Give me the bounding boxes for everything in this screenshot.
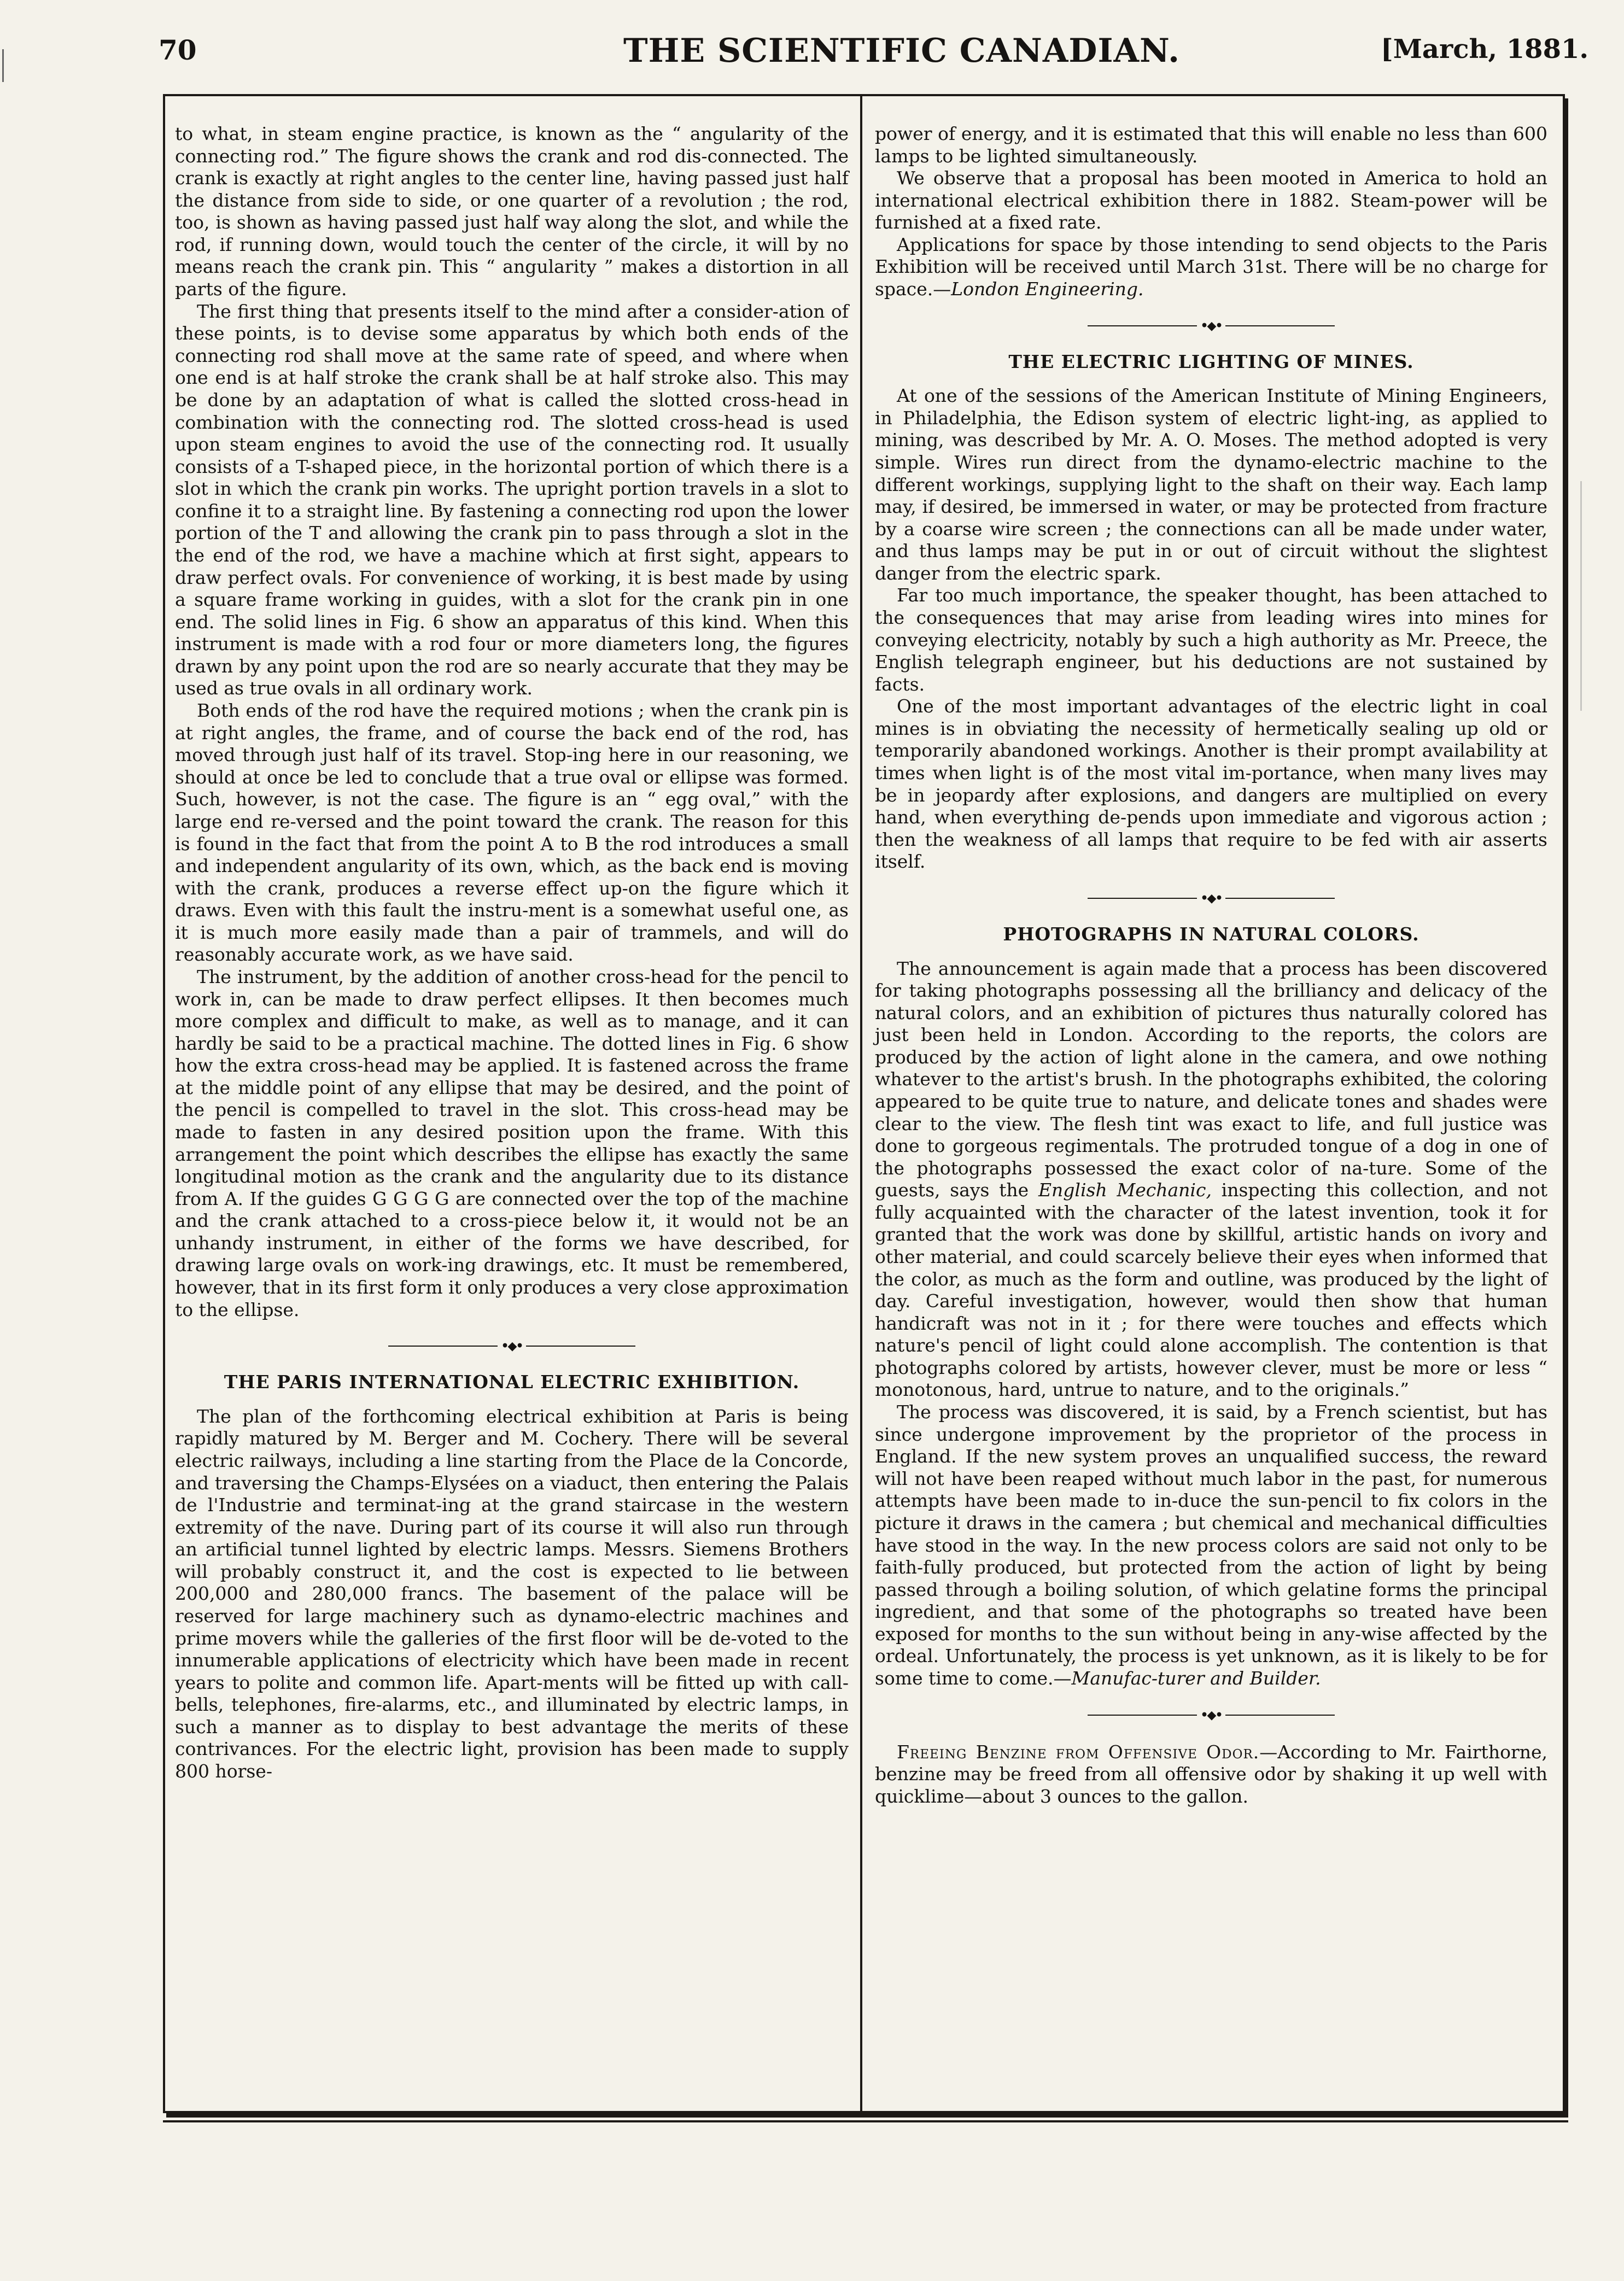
right-column xyxy=(875,123,1547,1808)
article-title-photographs-natural-colors: PHOTOGRAPHS IN NATURAL COLORS. xyxy=(1003,923,1419,945)
paragraph: Far too much importance, the speaker thought, has been attached to the consequences that may arise from leading wires into mines for conveying electricity, notably by such a high authority as Mr. Preece, the English telegraph engineer, but his deductions are not sustained by facts. xyxy=(875,584,1547,695)
article-title-electric-lighting-mines: THE ELECTRIC LIGHTING OF MINES. xyxy=(1008,350,1414,372)
article-title-paris-exhibition: THE PARIS INTERNATIONAL ELECTRIC EXHIBITION. xyxy=(224,1371,800,1393)
paragraph: At one of the sessions of the American Institute of Mining Engineers, in Philadelphia, the Edison system of electric light-ing, as applied to mining, was described by Mr. A. O. Moses. The method adopted is very simple. Wires run direct from the dynamo-electric machine to the different workings, supplying light to the shaft on their way. Each lamp may, if desired, be immersed in water, or may be protected from fracture by a coarse wire screen ; the connections can all be made under water, and thus lamps may be put in or out of circuit without the slightest danger from the electric spark. xyxy=(875,385,1547,584)
paragraph: One of the most important advantages of the electric light in coal mines is in obviating the necessity of hermetically sealing up old or temporarily abandoned workings. Another is their prompt availability at times when light is of the most vital im-portance, when many lives may be in jeopardy after explosions, and dangers are multiplied on every hand, when everything de-pends upon immediate and vigorous action ; then the weakness of all lamps that require to be fed with air asserts itself. xyxy=(875,695,1547,873)
page-number: 70 xyxy=(159,34,197,66)
section-divider: •◆• xyxy=(875,318,1547,332)
page-header xyxy=(0,22,1624,77)
section-divider: •◆• xyxy=(175,1338,849,1353)
paragraph-text: inspecting this collection, and not fully acquainted with the character of the latest invention, took it for granted that the work was done by skillful, artistic hands on ivory and other material, and could scarcely believe their eyes when informed that the color, as much as the form and outline, was produced by the light of day. Careful investigation, however, would then show that human handicraft was not in it ; for there were touches and effects which nature's pencil of light could alone accomplish. The contention is that photographs colored by artists, however clever, must be more or less “ monotonous, hard, untrue to nature, and to the originals.” xyxy=(875,1179,1547,1401)
paragraph: to what, in steam engine practice, is known as the “ angularity of the connecting rod.” The figure shows the crank and rod dis-connected. The crank is exactly at right angles to the center line, having passed just half the distance from side to side, or one quarter of a revolution ; the rod, too, is shown as having passed just half way along the slot, and while the rod, if running down, would touch the center of the circle, it will by no means reach the crank pin. This “ angularity ” makes a distortion in all parts of the figure. xyxy=(175,123,849,300)
column-divider xyxy=(860,96,862,2111)
paragraph: The first thing that presents itself to the mind after a consider-ation of these points, is to devise some apparatus by which both ends of the connecting rod shall move at the same rate of speed, and where when one end is at half stroke the crank shall be at half stroke also. This may be done by an adaptation of what is called the slotted cross-head in combination with the connecting rod. The slotted cross-head is used upon steam engines to avoid the use of the connecting rod. It usually consists of a T-shaped piece, in the horizontal portion of which there is a slot in which the crank pin works. The upright portion travels in a slot to confine it to a straight line. By fastening a connecting rod upon the lower portion of the T and allowing the crank pin to pass through a slot in the the end of the rod, we have a machine which at first sight, appears to draw perfect ovals. For convenience of working, it is best made by using a square frame working in guides, with a slot for the crank pin in one end. The solid lines in Fig. 6 show an apparatus of this kind. When this instrument is made with a rod four or more diameters long, the figures drawn by any point upon the rod are so nearly accurate that they may be used as true ovals in all ordinary work. xyxy=(175,300,849,699)
left-column xyxy=(175,123,849,1783)
paragraph: Both ends of the rod have the required motions ; when the crank pin is at right angles, the frame, and of course the back end of the rod, has moved through just half of its travel. Stop-ing here in our reasoning, we should at once be led to conclude that a true oval or ellipse was formed. Such, however, is not the case. The figure is an “ egg oval,” with the large end re-versed and the point toward the crank. The reason for this is found in the fact that from the point A to B the rod introduces a small and independent angularity of its own, which, as the back end is moving with the crank, produces a reverse effect up-on the figure which it draws. Even with this fault the instru-ment is a somewhat useful one, as it is much more easily made than a pair of trammels, and will do reasonably accurate work, as we have said. xyxy=(175,700,849,966)
paragraph-text: Applications for space by those intending to send objects to the Paris Exhibition will be received until March 31st. There will be no charge for space.— xyxy=(875,233,1547,300)
paragraph xyxy=(875,1741,1547,1808)
paragraph xyxy=(875,234,1547,301)
issue-date: [March, 1881. xyxy=(1381,34,1589,65)
scan-mark xyxy=(1580,481,1582,711)
paragraph: We observe that a proposal has been mooted in America to hold an international electrical exhibition there in 1882. Steam-power will be furnished at a fixed rate. xyxy=(875,167,1547,233)
source-citation: English Mechanic, xyxy=(1038,1179,1212,1201)
masthead-title: THE SCIENTIFIC CANADIAN. xyxy=(623,32,1180,70)
bottom-rule xyxy=(163,2120,1568,2122)
paragraph: power of energy, and it is estimated that this will enable no less than 600 lamps to be lighted simultaneously. xyxy=(875,123,1547,167)
paragraph-text: The announcement is again made that a process has been discovered for taking photographs possessing all the brilliancy and delicacy of the natural colors, and an exhibition of pictures thus naturally colored has just been held in London. According to the reports, the colors are produced by the action of light alone in the camera, and owe nothing whatever to the artist's brush. In the photographs exhibited, the coloring appeared to be quite true to nature, and delicate tones and shades were clear to the view. The flesh tint was exact to life, and full justice was done to gorgeous regimentals. The protruded tongue of a dog in one of the photographs possessed the exact color of na-ture. Some of the guests, says the xyxy=(875,957,1547,1201)
paragraph: The plan of the forthcoming electrical exhibition at Paris is being rapidly matured by M. Berger and M. Cochery. There will be several electric railways, including a line starting from the Place de la Concorde, and traversing the Champs-Elysées on a viaduct, then entering the Palais de l'Industrie and terminat-ing at the grand staircase in the western extremity of the nave. During part of its course it will also run through an artificial tunnel lighted by electric lamps. Messrs. Siemens Brothers will probably construct it, and the cost is expected to lie between 200,000 and 280,000 francs. The basement of the palace will be reserved for large machinery such as dynamo-electric machines and prime movers while the galleries of the first floor will be de-voted to the innumerable applications of electricity which have been made in recent years to polite and common life. Apart-ments will be fitted up with call-bells, telephones, fire-alarms, etc., and illuminated by electric lamps, in such a manner as to display to best advantage the merits of these contrivances. For the electric light, provision has been made to supply 800 horse- xyxy=(175,1405,849,1782)
section-divider: •◆• xyxy=(875,1707,1547,1722)
source-citation: Manufac-turer and Builder. xyxy=(1071,1668,1321,1689)
paragraph: The instrument, by the addition of another cross-head for the pencil to work in, can be made to draw perfect ellipses. It then becomes much more complex and difficult to make, as well as to manage, and it can hardly be said to be a practical machine. The dotted lines in Fig. 6 show how the extra cross-head may be applied. It is fastened across the frame at the middle point of any ellipse that may be desired, and the point of the pencil is compelled to travel in the slot. This cross-head may be made to fasten in any desired position upon the frame. With this arrangement the point which describes the ellipse has exactly the same longitudinal motion as the crank and the angularity due to its distance from A. If the guides G G G G are connected over the top of the machine and the crank attached to a cross-piece below it, it would not be an unhandy instrument, in either of the forms we have described, for drawing large ovals on work-ing drawings, etc. It must be remembered, however, that in its first form it only produces a very close approximation to the ellipse. xyxy=(175,966,849,1320)
paragraph-text: —According to Mr. Fairthorne, benzine may be freed from all offensive odor by shaking it up well with quicklime—about 3 ounces to the gallon. xyxy=(875,1741,1547,1807)
run-in-heading: Freeing Benzine from Offensive Odor. xyxy=(897,1741,1260,1763)
paragraph xyxy=(875,1401,1547,1690)
section-divider: •◆• xyxy=(875,891,1547,905)
source-citation: London Engineering. xyxy=(951,278,1144,300)
paragraph-text: The process was discovered, it is said, by a French scientist, but has since undergone improvement by the proprietor of the process in England. If the new system proves an unqualified success, the reward will not have been reaped without much labor in the past, for numerous attempts have been made to in-duce the sun-pencil to fix colors in the picture it draws in the camera ; but chemical and mechanical difficulties have stood in the way. In the new process colors are said not only to be faith-fully produced, but protected from the action of light by being passed through a boiling solution, of which gelatine forms the principal ingredient, and that some of the photographs so treated have been exposed for months to the sun without being in any-wise affected by the ordeal. Unfortunately, the process is yet unknown, as it is likely to be for some time to come.— xyxy=(875,1401,1547,1689)
margin-mark xyxy=(2,49,4,82)
paragraph xyxy=(875,958,1547,1402)
